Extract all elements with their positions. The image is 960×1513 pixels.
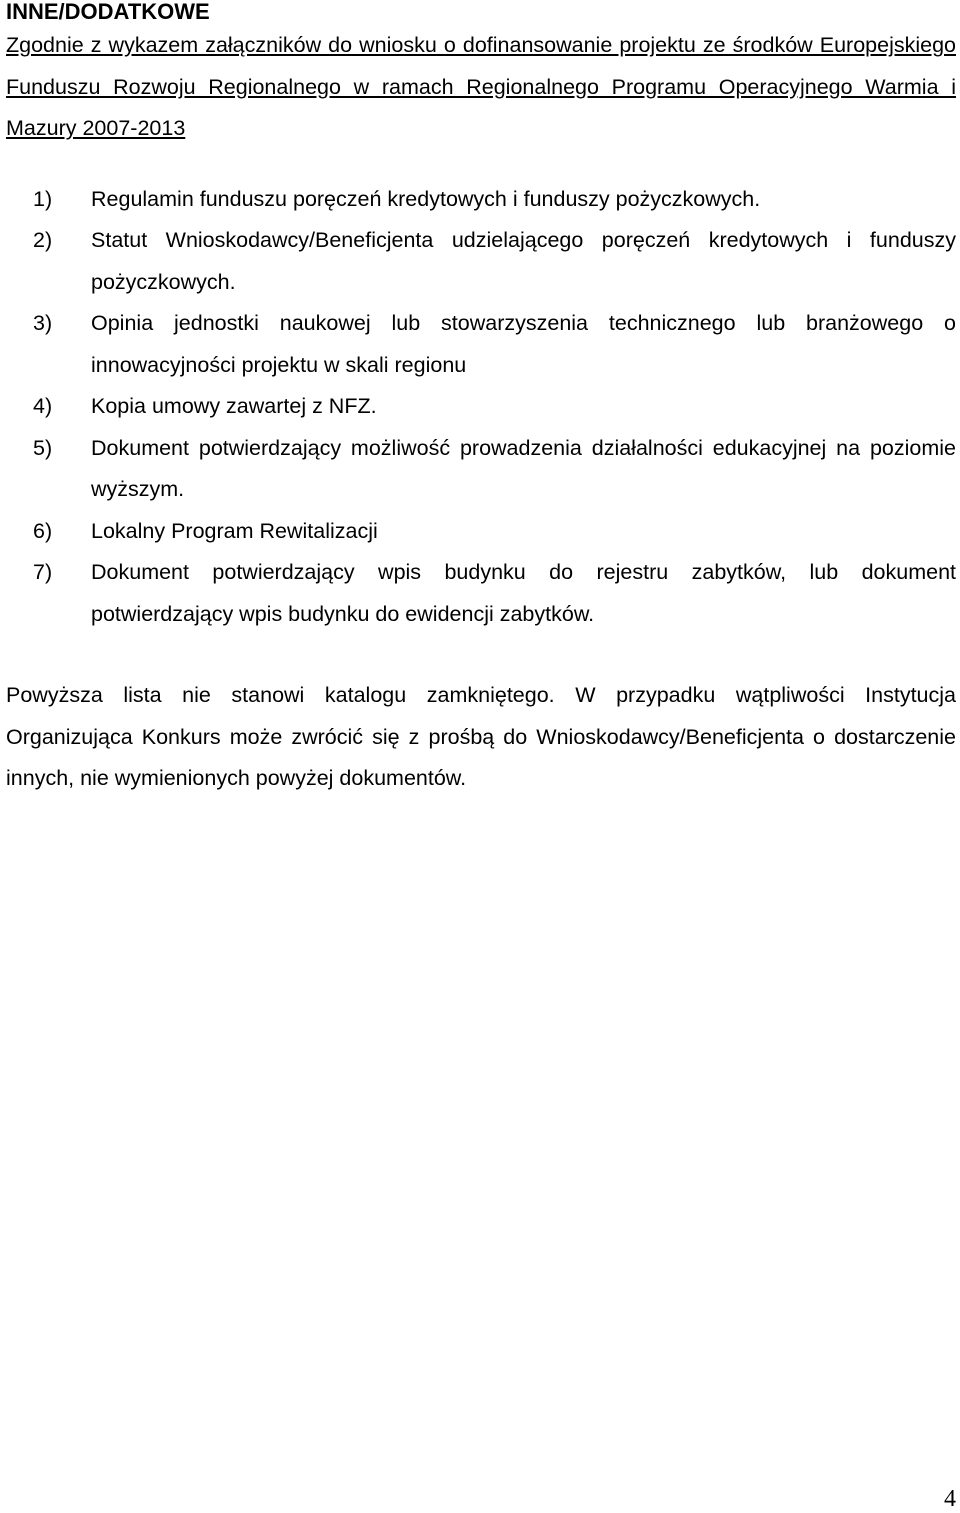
closing-paragraph: Powyższa lista nie stanowi katalogu zamkniętego. W przypadku wątpliwości Instytucja Organizująca Konkurs może zwrócić się z prośbą do Wnioskodawcy/Beneficjenta o dostarczenie innych, nie wymienionych powyżej dokumentów.	[6, 683, 956, 790]
list-item-number: 2)	[33, 228, 53, 252]
list-item	[6, 511, 956, 553]
list-item	[6, 220, 956, 303]
list-item-text: Opinia jednostki naukowej lub stowarzyszenia technicznego lub branżowego o innowacyjności projektu w skali regionu	[91, 311, 956, 377]
list-item-text: Dokument potwierdzający wpis budynku do rejestru zabytków, lub dokument potwierdzający wpis budynku do ewidencji zabytków.	[91, 560, 956, 626]
list-item	[6, 303, 956, 386]
list-item	[6, 552, 956, 635]
list-item-number: 3)	[33, 311, 53, 335]
list-item	[6, 386, 956, 428]
attachment-list	[6, 179, 956, 636]
section-heading: INNE/DODATKOWE	[6, 0, 210, 24]
list-item-text: Dokument potwierdzający możliwość prowadzenia działalności edukacyjnej na poziomie wyższym.	[91, 435, 956, 501]
list-item-text: Statut Wnioskodawcy/Beneficjenta udzielającego poręczeń kredytowych i funduszy pożyczkowych.	[91, 228, 956, 294]
list-item-number: 6)	[33, 518, 53, 543]
page-number: 4	[944, 1486, 956, 1512]
list-item-number: 7)	[33, 560, 53, 584]
list-item	[6, 179, 956, 221]
list-item-number: 4)	[33, 394, 53, 418]
list-item-number: 1)	[33, 186, 53, 211]
list-item	[6, 428, 956, 511]
list-item-text: Lokalny Program Rewitalizacji	[91, 518, 378, 543]
intro-paragraph: Zgodnie z wykazem załączników do wniosku o dofinansowanie projektu ze środków Europejskiego Funduszu Rozwoju Regionalnego w ramach Regionalnego Programu Operacyjnego Warmia i Mazury 2007-2013	[6, 33, 956, 140]
list-item-text: Regulamin funduszu poręczeń kredytowych i funduszy pożyczkowych.	[91, 186, 761, 211]
list-item-text: Kopia umowy zawartej z NFZ.	[91, 394, 377, 418]
list-item-number: 5)	[33, 435, 53, 460]
document-page	[6, 0, 956, 800]
